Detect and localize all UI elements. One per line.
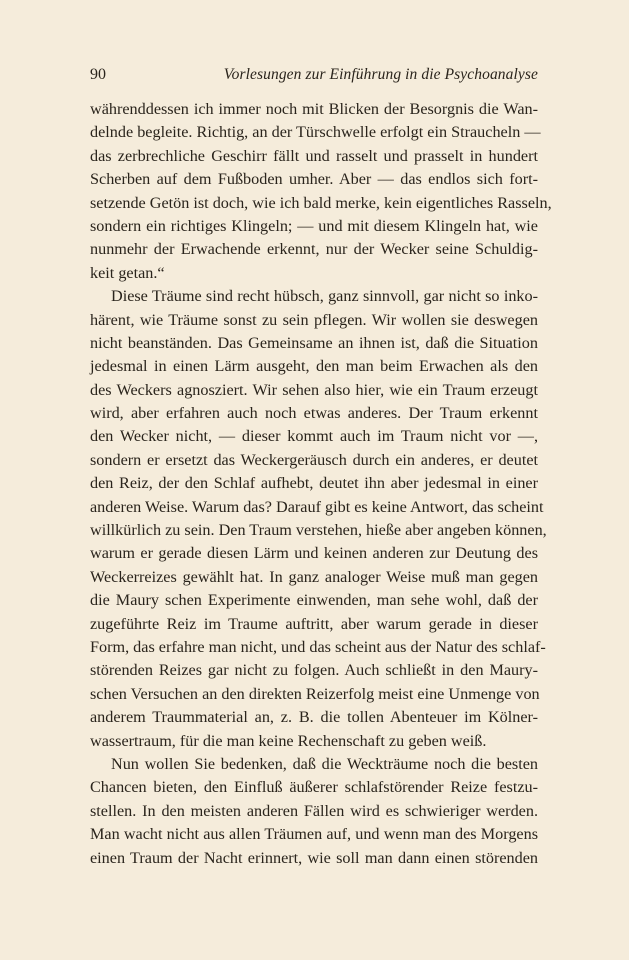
- text-line: einen Traum der Nacht erinnert, wie soll man dann einen störenden: [90, 848, 538, 867]
- body-text: [90, 98, 552, 870]
- text-line: nunmehr der Erwachende erkennt, nur der Wecker seine Schuldig-: [90, 240, 538, 259]
- text-line: schen Versuchen an den direkten Reizerfolg meist eine Unmenge von: [90, 684, 540, 703]
- text-line: delnde begleite. Richtig, an der Türschwelle erfolgt ein Straucheln —: [90, 123, 541, 142]
- text-line: Chancen bieten, den Einfluß äußerer schlafstörender Reize festzu-: [90, 778, 538, 797]
- text-line: Scherben auf dem Fußboden umher. Aber — das endlos sich fort-: [90, 170, 538, 189]
- text-line: sondern ein richtiges Klingeln; — und mit diesem Klingeln hat, wie: [90, 216, 538, 235]
- running-title: Vorlesungen zur Einführung in die Psychoanalyse: [223, 66, 538, 83]
- text-line: Man wacht nicht aus allen Träumen auf, und wenn man des Morgens: [90, 825, 538, 844]
- text-line: nicht beanständen. Das Gemeinsame an ihnen ist, daß die Situation: [90, 333, 538, 352]
- text-line: Form, das erfahre man nicht, und das scheint aus der Natur des schlaf-: [90, 637, 546, 656]
- text-line: wird, aber erfahren auch noch etwas anderes. Der Traum erkennt: [90, 404, 538, 423]
- text-line: sondern er ersetzt das Weckergeräusch durch ein anderes, er deutet: [90, 450, 538, 469]
- text-line: härent, wie Träume sonst zu sein pflegen. Wir wollen sie deswegen: [90, 310, 538, 329]
- text-line: warum er gerade diesen Lärm und keinen anderen zur Deutung des: [90, 544, 538, 563]
- text-line: anderem Traummaterial an, z. B. die tollen Abenteuer im Kölner-: [90, 708, 538, 727]
- page-number: 90: [90, 66, 106, 83]
- text-line: Diese Träume sind recht hübsch, ganz sinnvoll, gar nicht so inko-: [111, 287, 538, 306]
- text-line: störenden Reizes gar nicht zu folgen. Auch schließt in den Maury-: [90, 661, 538, 680]
- text-line: den Reiz, der den Schlaf aufhebt, deutet ihn aber jedesmal in einer: [90, 474, 538, 493]
- text-line: währenddessen ich immer noch mit Blicken der Besorgnis die Wan-: [90, 100, 538, 118]
- text-line: setzende Getön ist doch, wie ich bald merke, kein eigentliches Rasseln,: [90, 193, 552, 212]
- text-line: willkürlich zu sein. Den Traum verstehen, hieße aber angeben können,: [90, 521, 547, 540]
- text-line: die Maury schen Experimente einwenden, man sehe wohl, daß der: [90, 591, 538, 610]
- text-line: Nun wollen Sie bedenken, daß die Weckträume noch die besten: [111, 754, 538, 773]
- text-line: jedesmal in einen Lärm ausgeht, den man beim Erwachen als den: [90, 357, 538, 376]
- text-line: keit getan.“: [90, 263, 165, 282]
- page-header: [90, 66, 538, 90]
- text-line: Weckerreizes gewählt hat. In ganz analoger Weise muß man gegen: [90, 567, 538, 586]
- text-line: zugeführte Reiz im Traume auftritt, aber warum gerade in dieser: [90, 614, 538, 633]
- text-line: den Wecker nicht, — dieser kommt auch im Traum nicht vor —,: [90, 427, 538, 446]
- text-line: anderen Weise. Warum das? Darauf gibt es keine Antwort, das scheint: [90, 497, 544, 516]
- text-line: wassertraum, für die man keine Rechenschaft zu geben weiß.: [90, 731, 487, 750]
- text-line: stellen. In den meisten anderen Fällen wird es schwieriger werden.: [90, 801, 538, 820]
- text-line: des Weckers agnosziert. Wir sehen also hier, wie ein Traum erzeugt: [90, 380, 538, 399]
- text-line: das zerbrechliche Geschirr fällt und rasselt und prasselt in hundert: [90, 146, 538, 165]
